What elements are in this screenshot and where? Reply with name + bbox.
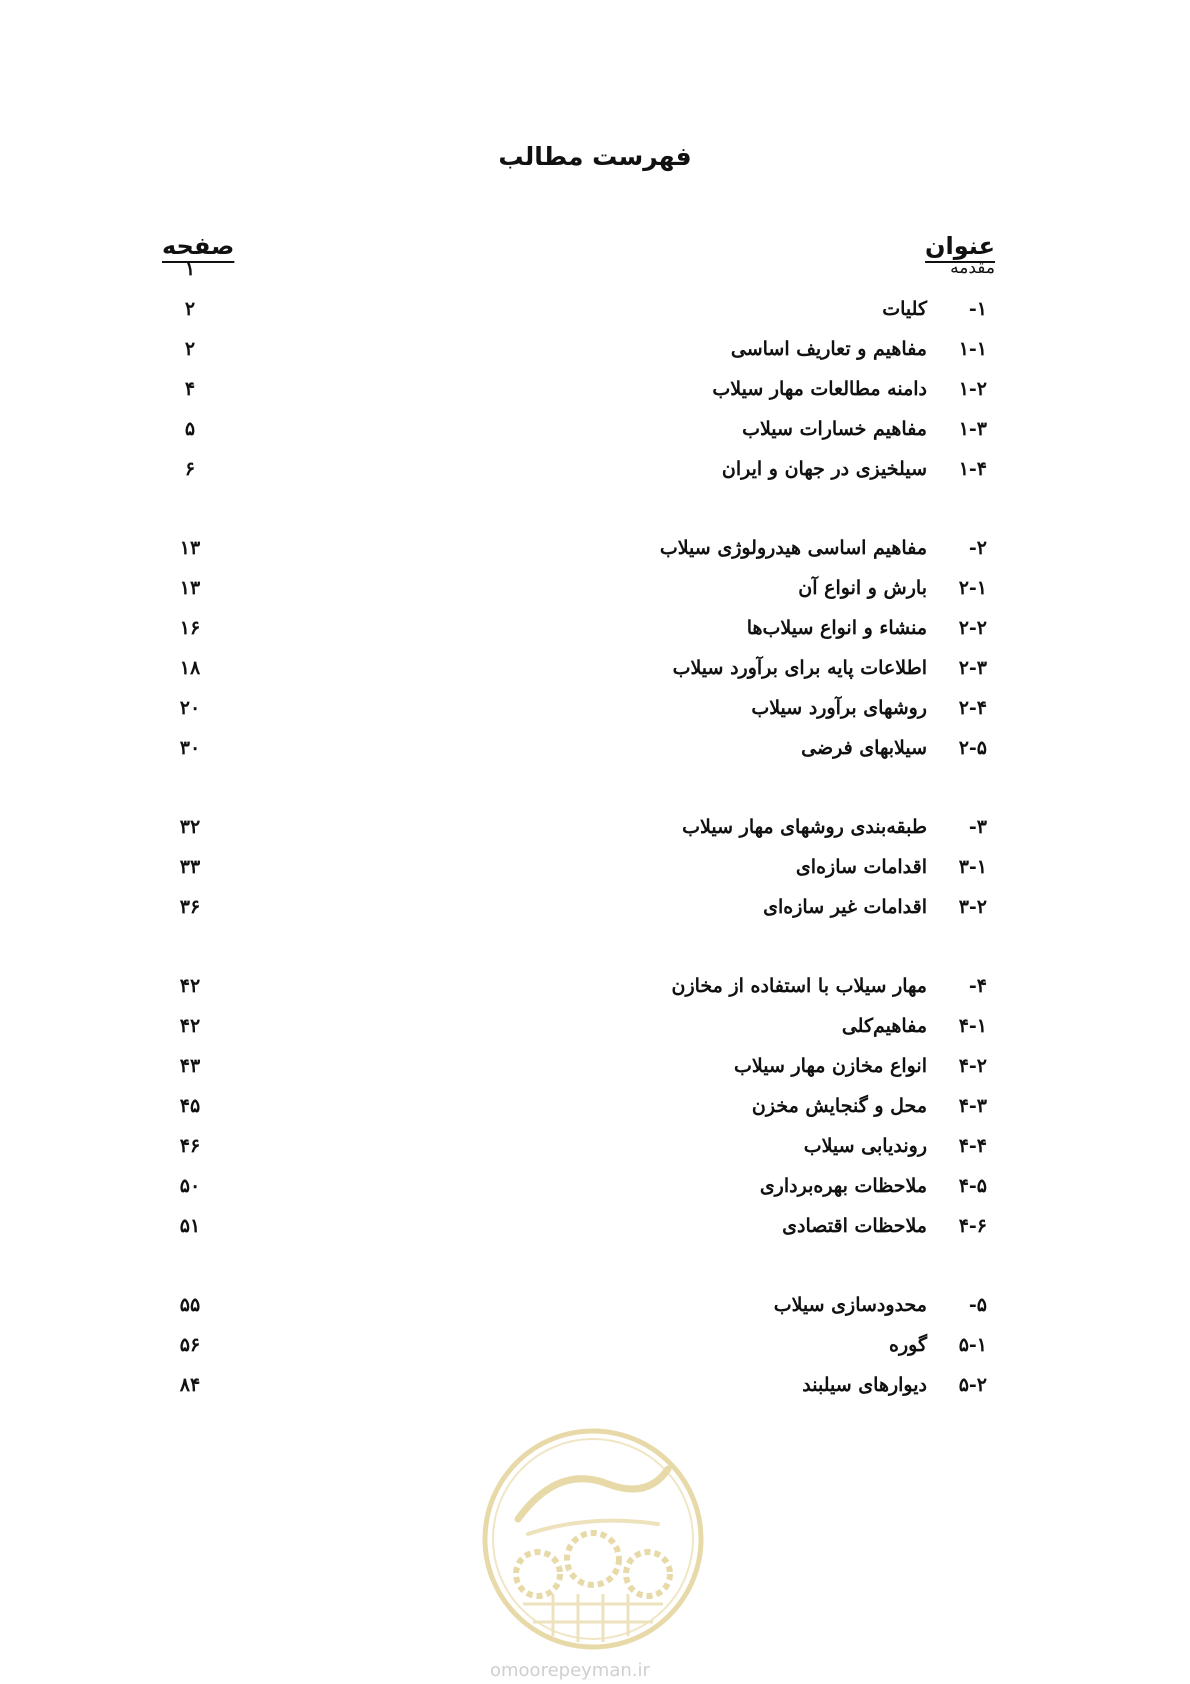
toc-entry-title: روندیابی سیلاب bbox=[803, 1135, 927, 1157]
toc-entry[interactable] bbox=[0, 816, 1190, 848]
watermark-logo bbox=[478, 1424, 708, 1654]
toc-entry-page: ۵۵ bbox=[179, 1294, 201, 1316]
toc-entry-page: ۱۳ bbox=[179, 537, 201, 559]
toc-entry-number: ۱-۱ bbox=[958, 338, 987, 360]
toc-entry[interactable] bbox=[0, 537, 1190, 569]
toc-entry-page: ۳۲ bbox=[179, 816, 201, 838]
toc-entry-title: طبقه‌بندی روشهای مهار سیلاب bbox=[682, 816, 927, 838]
toc-entry-title: محل و گنجایش مخزن bbox=[751, 1095, 927, 1117]
toc-entry-page: ۶ bbox=[184, 458, 196, 480]
toc-entry[interactable] bbox=[0, 1294, 1190, 1326]
toc-entry-number: ۴-۳ bbox=[958, 1095, 987, 1117]
toc-entry-page: ۲ bbox=[184, 338, 196, 360]
toc-entry-page: ۴۶ bbox=[179, 1135, 201, 1157]
toc-entry-number: ۱-۲ bbox=[958, 378, 987, 400]
toc-entry-number: ۲-۱ bbox=[958, 577, 987, 599]
toc-entry-number: ۳-۱ bbox=[958, 856, 987, 878]
toc-entry-page: ۲ bbox=[184, 298, 196, 320]
toc-entry-page: ۴ bbox=[184, 378, 196, 400]
toc-entry-number: -۲ bbox=[968, 537, 987, 559]
toc-entry[interactable] bbox=[0, 577, 1190, 609]
toc-entry[interactable] bbox=[0, 378, 1190, 410]
toc-entry[interactable] bbox=[0, 1334, 1190, 1366]
toc-entry-title: روشهای برآورد سیلاب bbox=[751, 697, 927, 719]
toc-entry[interactable] bbox=[0, 975, 1190, 1007]
toc-entry-title: کلیات bbox=[882, 298, 927, 320]
toc-entry-title: اقدامات سازه‌ای bbox=[795, 856, 927, 878]
toc-entry-page: ۸۴ bbox=[179, 1374, 201, 1396]
toc-entry[interactable] bbox=[0, 1095, 1190, 1127]
toc-entry-title: محدودسازی سیلاب bbox=[773, 1294, 927, 1316]
toc-entry[interactable] bbox=[0, 657, 1190, 689]
toc-entry-number: ۲-۴ bbox=[958, 697, 987, 719]
toc-entry-title: مفاهیم و تعاریف اساسی bbox=[730, 338, 927, 360]
toc-entry-page: ۴۲ bbox=[179, 975, 201, 997]
toc-entry-page: ۳۰ bbox=[179, 737, 201, 759]
toc-entry-title: مفاهیم خسارات سیلاب bbox=[742, 418, 927, 440]
toc-entry-page: ۳۶ bbox=[179, 896, 201, 918]
column-header-title: عنوان bbox=[925, 232, 995, 260]
toc-entry-title: منشاء و انواع سیلاب‌ها bbox=[746, 617, 927, 639]
toc-entry-title: اطلاعات پایه برای برآورد سیلاب bbox=[672, 657, 927, 679]
toc-entry-title: دامنه مطالعات مهار سیلاب bbox=[712, 378, 927, 400]
toc-entry-number: ۱-۳ bbox=[958, 418, 987, 440]
toc-entry-number: ۴-۵ bbox=[958, 1175, 987, 1197]
toc-entry-page: ۵۱ bbox=[179, 1215, 201, 1237]
toc-entry-title: مهار سیلاب با استفاده از مخازن bbox=[671, 975, 927, 997]
toc-entry[interactable] bbox=[0, 298, 1190, 330]
toc-entry[interactable] bbox=[0, 1175, 1190, 1207]
page-title: فهرست مطالب bbox=[498, 142, 692, 171]
toc-entry-number: ۵-۲ bbox=[958, 1374, 987, 1396]
toc-entry-title: مفاهیم‌کلی bbox=[841, 1015, 927, 1037]
toc-entry-page: ۱۳ bbox=[179, 577, 201, 599]
toc-entry[interactable] bbox=[0, 1215, 1190, 1247]
toc-entry-page: ۱ bbox=[184, 258, 196, 280]
toc-entry-title: بارش و انواع آن bbox=[798, 577, 927, 599]
toc-entry-title: گوره bbox=[889, 1334, 927, 1356]
toc-entry[interactable] bbox=[0, 258, 1190, 290]
toc-entry-title: سیلابهای فرضی bbox=[801, 737, 927, 759]
toc-entry-page: ۴۳ bbox=[179, 1055, 201, 1077]
toc-entry-page: ۵۶ bbox=[179, 1334, 201, 1356]
toc-entry-page: ۱۶ bbox=[179, 617, 201, 639]
toc-entry-title: مقدمه bbox=[950, 258, 995, 278]
toc-entry-number: -۱ bbox=[968, 298, 987, 320]
toc-entry[interactable] bbox=[0, 617, 1190, 649]
toc-entry-page: ۲۰ bbox=[179, 697, 201, 719]
toc-entry-number: -۴ bbox=[968, 975, 987, 997]
toc-entry-number: -۵ bbox=[968, 1294, 987, 1316]
toc-entry-number: ۲-۳ bbox=[958, 657, 987, 679]
toc-entry-number: ۲-۲ bbox=[958, 617, 987, 639]
toc-entry-number: ۲-۵ bbox=[958, 737, 987, 759]
toc-entry[interactable] bbox=[0, 697, 1190, 729]
toc-entry-page: ۱۸ bbox=[179, 657, 201, 679]
toc-entry-title: انواع مخازن مهار سیلاب bbox=[734, 1055, 927, 1077]
toc-entry[interactable] bbox=[0, 1374, 1190, 1406]
column-header-page: صفحه bbox=[162, 232, 235, 260]
toc-entry-number: ۴-۴ bbox=[958, 1135, 987, 1157]
toc-entry[interactable] bbox=[0, 338, 1190, 370]
toc-entry-number: ۳-۲ bbox=[958, 896, 987, 918]
toc-entry-title: ملاحظات اقتصادی bbox=[782, 1215, 927, 1237]
toc-entry-title: اقدامات غیر سازه‌ای bbox=[763, 896, 927, 918]
toc-entry[interactable] bbox=[0, 1055, 1190, 1087]
toc-entry[interactable] bbox=[0, 1015, 1190, 1047]
toc-entry-number: ۴-۱ bbox=[958, 1015, 987, 1037]
watermark-url: omoorepeyman.ir bbox=[490, 1660, 650, 1681]
toc-entry-page: ۴۲ bbox=[179, 1015, 201, 1037]
toc-entry[interactable] bbox=[0, 458, 1190, 490]
toc-entry[interactable] bbox=[0, 896, 1190, 928]
toc-entry-title: ملاحظات بهره‌برداری bbox=[759, 1175, 927, 1197]
toc-entry-title: دیوارهای سیلبند bbox=[802, 1374, 927, 1396]
toc-entry-number: ۵-۱ bbox=[958, 1334, 987, 1356]
toc-entry-page: ۳۳ bbox=[179, 856, 201, 878]
toc-entry[interactable] bbox=[0, 856, 1190, 888]
toc-entry-number: ۱-۴ bbox=[958, 458, 987, 480]
toc-entry-page: ۴۵ bbox=[179, 1095, 201, 1117]
toc-entry[interactable] bbox=[0, 418, 1190, 450]
toc-entry[interactable] bbox=[0, 737, 1190, 769]
toc-entry[interactable] bbox=[0, 1135, 1190, 1167]
toc-entry-page: ۵ bbox=[184, 418, 196, 440]
toc-entry-number: ۴-۲ bbox=[958, 1055, 987, 1077]
toc-entry-page: ۵۰ bbox=[179, 1175, 201, 1197]
toc-entry-number: -۳ bbox=[968, 816, 987, 838]
toc-entry-title: سیلخیزی در جهان و ایران bbox=[721, 458, 927, 480]
toc-entry-number: ۴-۶ bbox=[958, 1215, 987, 1237]
toc-entry-title: مفاهیم اساسی هیدرولوژی سیلاب bbox=[659, 537, 927, 559]
